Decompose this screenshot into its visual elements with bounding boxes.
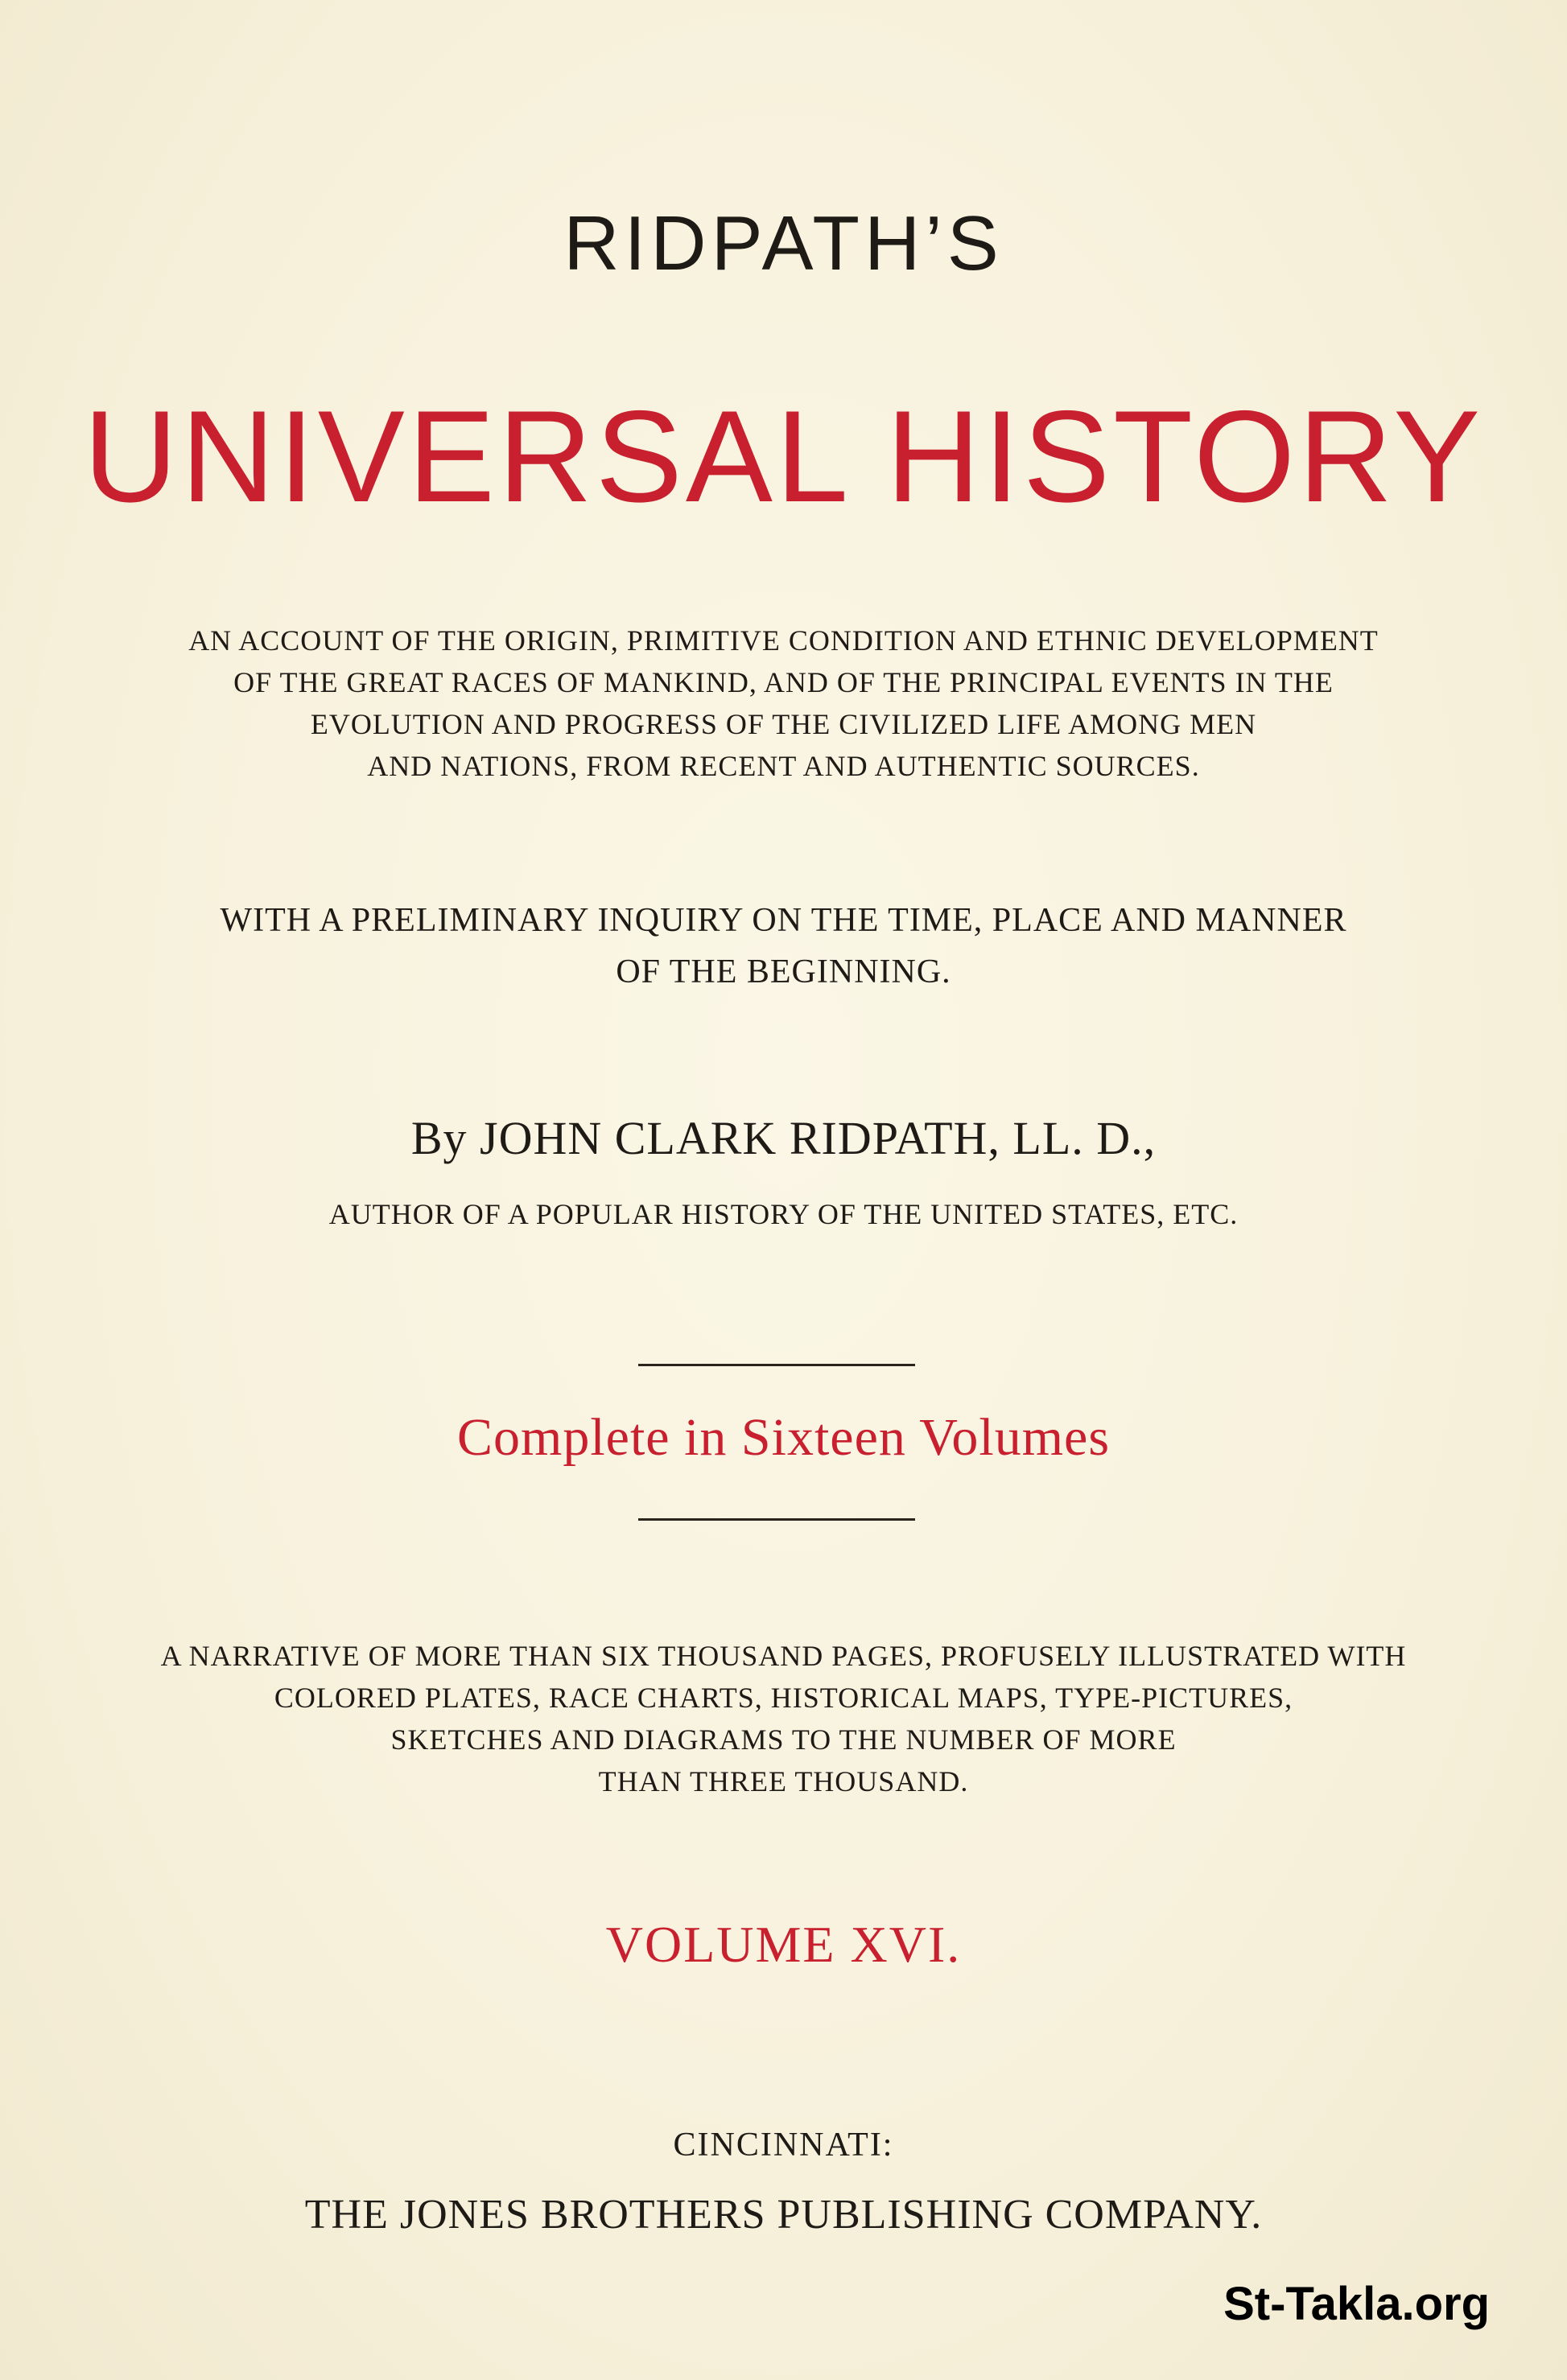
account-line: EVOLUTION AND PROGRESS OF THE CIVILIZED LIFE AMONG MEN <box>310 708 1257 740</box>
watermark-text: St-Takla.org <box>1223 2278 1490 2330</box>
account-line: AND NATIONS, FROM RECENT AND AUTHENTIC SOURCES. <box>367 750 1200 782</box>
narrative-line: SKETCHES AND DIAGRAMS TO THE NUMBER OF MORE <box>390 1723 1177 1756</box>
narrative-line: COLORED PLATES, RACE CHARTS, HISTORICAL MAPS, TYPE-PICTURES, <box>274 1682 1293 1714</box>
inquiry-line: OF THE BEGINNING. <box>616 953 951 990</box>
divider-top <box>638 1364 915 1366</box>
subtitle-inquiry <box>0 895 1567 998</box>
narrative-line: A NARRATIVE OF MORE THAN SIX THOUSAND PAGES, PROFUSELY ILLUSTRATED WITH <box>160 1640 1407 1672</box>
author-byline: By JOHN CLARK RIDPATH, LL. D., <box>410 1112 1157 1164</box>
imprint-publisher: THE JONES BROTHERS PUBLISHING COMPANY. <box>304 2192 1263 2238</box>
account-line: AN ACCOUNT OF THE ORIGIN, PRIMITIVE CONDITION AND ETHNIC DEVELOPMENT <box>188 624 1379 657</box>
account-line: OF THE GREAT RACES OF MANKIND, AND OF THE PRINCIPAL EVENTS IN THE <box>233 666 1334 698</box>
book-title: UNIVERSAL HISTORY <box>83 384 1484 529</box>
divider-bottom <box>638 1518 915 1521</box>
edition-note: Complete in Sixteen Volumes <box>456 1408 1111 1467</box>
narrative-description <box>0 1635 1567 1802</box>
author-credit: AUTHOR OF A POPULAR HISTORY OF THE UNITED STATES, ETC. <box>328 1198 1239 1230</box>
imprint-city: CINCINNATI: <box>673 2127 894 2164</box>
title-author-name: RIDPATH’S <box>563 200 1004 286</box>
narrative-line: THAN THREE THOUSAND. <box>598 1765 969 1797</box>
volume-number: VOLUME XVI. <box>605 1916 962 1973</box>
subtitle-account <box>0 620 1567 787</box>
inquiry-line: WITH A PRELIMINARY INQUIRY ON THE TIME, PLACE AND MANNER <box>220 902 1347 939</box>
